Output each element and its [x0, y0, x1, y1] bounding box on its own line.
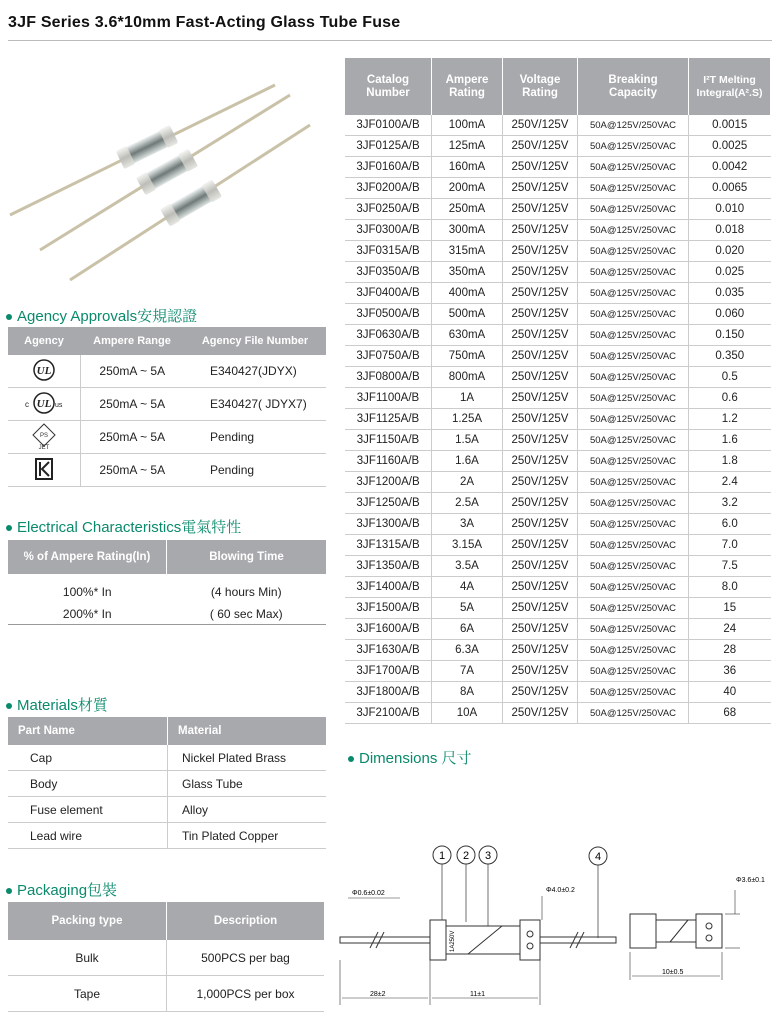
catalog-body	[345, 115, 771, 724]
svg-text:c: c	[24, 399, 29, 409]
table-row: 3JF2100A/B 10A 250V/125V 50A@125V/250VAC 68	[345, 703, 771, 724]
svg-text:11±1: 11±1	[470, 991, 486, 998]
packaging-heading: Packaging包裝	[6, 879, 117, 900]
table-row: 3JF1350A/B 3.5A 250V/125V 50A@125V/250VAC 7.5	[345, 556, 771, 577]
dimensions-heading: Dimensions 尺寸	[348, 747, 472, 768]
svg-text:2: 2	[462, 850, 470, 862]
table-row: 200%* In ( 60 sec Max)	[8, 604, 326, 625]
svg-text:1: 1	[438, 850, 446, 862]
title-divider	[8, 40, 772, 41]
table-row: Tape 1,000PCS per box	[8, 976, 324, 1012]
materials-heading: Materials材質	[6, 694, 108, 715]
pse-jet-logo	[8, 421, 80, 454]
table-row: 250mA ~ 5A Pending	[8, 454, 326, 487]
table-row: 3JF1125A/B 1.25A 250V/125V 50A@125V/250VAC 1.2	[345, 409, 771, 430]
table-row: Cap Nickel Plated Brass	[8, 745, 326, 771]
svg-text:Φ4.0±0.2: Φ4.0±0.2	[546, 887, 575, 894]
svg-text:JET: JET	[38, 444, 50, 450]
agency-col-agency: Agency	[8, 327, 80, 355]
culus-logo	[8, 388, 80, 421]
fuse-3	[70, 125, 310, 280]
dimension-drawing	[330, 840, 778, 1018]
table-row: 3JF0800A/B 800mA 250V/125V 50A@125V/250VAC 0.5	[345, 367, 771, 388]
table-row: 3JF1200A/B 2A 250V/125V 50A@125V/250VAC 2.4	[345, 472, 771, 493]
callout-2	[457, 846, 475, 922]
agency-col-range: Ampere Range	[80, 327, 184, 355]
svg-text:PS: PS	[39, 432, 48, 439]
svg-text:Φ0.6±0.02: Φ0.6±0.02	[352, 890, 385, 897]
table-row: 3JF1150A/B 1.5A 250V/125V 50A@125V/250VAC 1.6	[345, 430, 771, 451]
packaging-table	[8, 902, 324, 1012]
catalog-table	[345, 58, 771, 724]
mat-col-material: Material	[168, 717, 327, 745]
table-row: 3JF0250A/B 250mA 250V/125V 50A@125V/250VAC 0.010	[345, 199, 771, 220]
table-row: UL 250mA ~ 5A E340427(JDYX)	[8, 355, 326, 388]
kc-logo	[8, 454, 80, 487]
agency-col-file: Agency File Number	[184, 327, 326, 355]
mat-col-part: Part Name	[8, 717, 168, 745]
svg-text:10±0.5: 10±0.5	[662, 969, 684, 976]
table-row: 3JF0400A/B 400mA 250V/125V 50A@125V/250VAC 0.035	[345, 283, 771, 304]
agency-table	[8, 327, 326, 487]
col-ampere-rating: Ampere Rating	[432, 58, 503, 115]
table-row: 3JF0300A/B 300mA 250V/125V 50A@125V/250VAC 0.018	[345, 220, 771, 241]
ul-logo	[8, 355, 80, 388]
table-row: 3JF0350A/B 350mA 250V/125V 50A@125V/250VAC 0.025	[345, 262, 771, 283]
materials-table	[8, 717, 326, 849]
col-breaking-capacity: Breaking Capacity	[578, 58, 689, 115]
fuse-2	[40, 95, 290, 250]
table-row: 3JF0750A/B 750mA 250V/125V 50A@125V/250VAC 0.350	[345, 346, 771, 367]
callout-4	[589, 847, 607, 938]
fuse-product-photo	[5, 80, 315, 285]
svg-text:UL: UL	[36, 364, 52, 377]
table-row: 100%* In (4 hours Min)	[62, 585, 282, 599]
page-title: 3JF Series 3.6*10mm Fast-Acting Glass Tube Fuse	[8, 14, 401, 31]
table-row: Body Glass Tube	[8, 771, 326, 797]
table-row: 3JF0160A/B 160mA 250V/125V 50A@125V/250VAC 0.0042	[345, 157, 771, 178]
pack-col-description: Description	[167, 902, 325, 940]
fuse-1	[10, 85, 275, 215]
table-row: 3JF1500A/B 5A 250V/125V 50A@125V/250VAC 15	[345, 598, 771, 619]
elec-col-blowing: Blowing Time	[167, 540, 327, 574]
table-row: 3JF0500A/B 500mA 250V/125V 50A@125V/250VAC 0.060	[345, 304, 771, 325]
callout-3	[479, 846, 497, 928]
agency-heading: Agency Approvals安規認證	[6, 305, 197, 326]
col-catalog-number: Catalog Number	[345, 58, 432, 115]
table-row: Bulk 500PCS per bag	[8, 940, 324, 976]
col-voltage-rating: Voltage Rating	[503, 58, 578, 115]
table-row: 3JF1160A/B 1.6A 250V/125V 50A@125V/250VAC 1.8	[345, 451, 771, 472]
svg-text:us: us	[54, 401, 63, 409]
svg-text:4: 4	[594, 851, 602, 863]
electrical-table	[8, 540, 326, 625]
table-row: 3JF1700A/B 7A 250V/125V 50A@125V/250VAC 36	[345, 661, 771, 682]
table-row: 3JF1800A/B 8A 250V/125V 50A@125V/250VAC 40	[345, 682, 771, 703]
table-row: 3JF0315A/B 315mA 250V/125V 50A@125V/250VAC 0.020	[345, 241, 771, 262]
svg-text:Φ3.6±0.1: Φ3.6±0.1	[736, 877, 765, 884]
svg-text:28±2: 28±2	[370, 991, 386, 998]
table-row: 3JF0630A/B 630mA 250V/125V 50A@125V/250VAC 0.150	[345, 325, 771, 346]
table-row: 3JF1300A/B 3A 250V/125V 50A@125V/250VAC 6.0	[345, 514, 771, 535]
pack-col-type: Packing type	[8, 902, 167, 940]
table-row: 3JF1100A/B 1A 250V/125V 50A@125V/250VAC 0.6	[345, 388, 771, 409]
elec-col-rating: % of Ampere Rating(In)	[8, 540, 167, 574]
table-row: 3JF1630A/B 6.3A 250V/125V 50A@125V/250VAC 28	[345, 640, 771, 661]
electrical-heading: Electrical Characteristics電氣特性	[6, 516, 241, 537]
table-row: c UL us 250mA ~ 5A E340427( JDYX7)	[8, 388, 326, 421]
table-row: 3JF0200A/B 200mA 250V/125V 50A@125V/250VAC 0.0065	[345, 178, 771, 199]
table-row: Lead wire Tin Plated Copper	[8, 823, 326, 849]
table-row: 3JF1250A/B 2.5A 250V/125V 50A@125V/250VAC 3.2	[345, 493, 771, 514]
col-i2t: I²T Melting Integral(A².S)	[689, 58, 771, 115]
table-row: PS JET 250mA ~ 5A Pending	[8, 421, 326, 454]
svg-text:3: 3	[484, 850, 492, 862]
table-row: 3JF1400A/B 4A 250V/125V 50A@125V/250VAC 8.0	[345, 577, 771, 598]
svg-text:1A250V: 1A250V	[450, 930, 456, 952]
table-row: 3JF0100A/B 100mA 250V/125V 50A@125V/250VAC 0.0015	[345, 115, 771, 136]
table-row: 3JF0125A/B 125mA 250V/125V 50A@125V/250VAC 0.0025	[345, 136, 771, 157]
table-row: Fuse element Alloy	[8, 797, 326, 823]
catalog-header-row	[345, 58, 771, 115]
callout-1	[433, 846, 451, 922]
table-row: 3JF1315A/B 3.15A 250V/125V 50A@125V/250VAC 7.0	[345, 535, 771, 556]
table-row: 3JF1600A/B 6A 250V/125V 50A@125V/250VAC 24	[345, 619, 771, 640]
svg-text:UL: UL	[36, 397, 52, 410]
